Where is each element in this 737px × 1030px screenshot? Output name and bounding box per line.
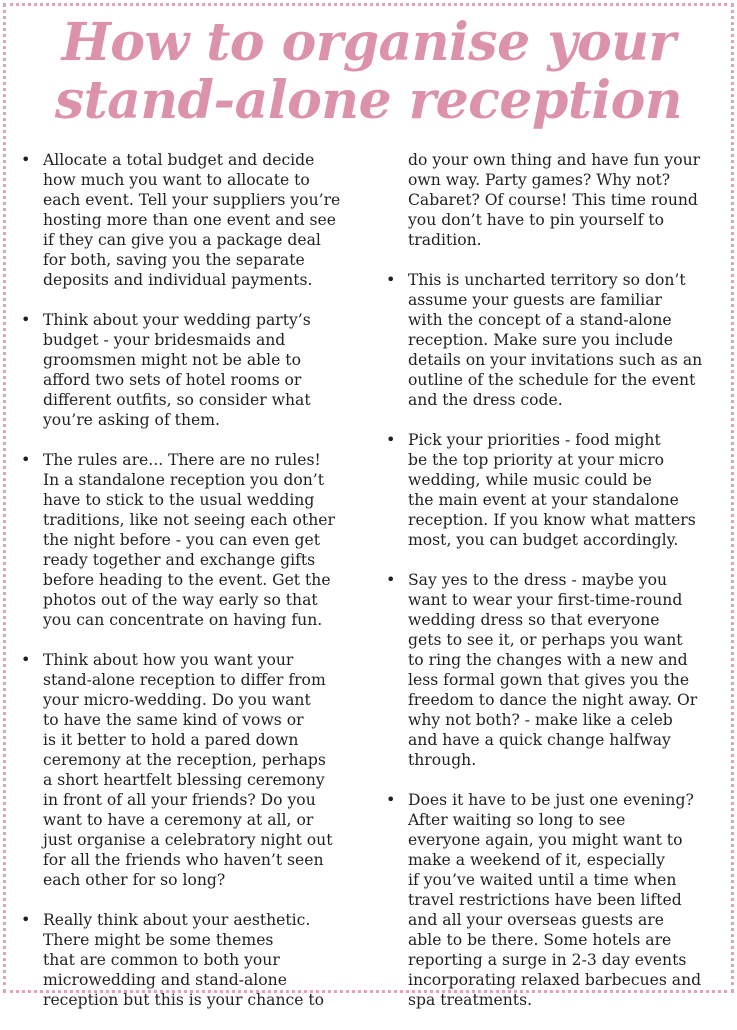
text-line: how much you want to allocate to: [43, 171, 310, 189]
text-line: before heading to the event. Get the: [43, 571, 331, 589]
text-line: with the concept of a stand-alone: [408, 311, 672, 329]
text-line: for all the friends who haven’t seen: [43, 851, 324, 869]
text-line: wedding dress so that everyone: [408, 611, 660, 629]
text-line: to ring the changes with a new and: [408, 651, 688, 669]
text-line: for both, saving you the separate: [43, 251, 305, 269]
text-line: budget - your bridesmaids and: [43, 331, 286, 349]
text-line: There might be some themes: [43, 931, 274, 949]
right-column: [383, 150, 719, 1030]
text-line: the night before - you can even get: [43, 531, 320, 549]
text-line: • This is uncharted territory so don’t: [408, 271, 686, 289]
page-title: [0, 14, 737, 130]
text-line: tradition.: [408, 231, 482, 249]
text-line: deposits and individual payments.: [43, 271, 313, 289]
text-line: you don’t have to pin yourself to: [408, 211, 665, 229]
text-line: have to stick to the usual wedding: [43, 491, 315, 509]
text-line: • Say yes to the dress - maybe you: [408, 571, 668, 589]
bullet-item-wedding-party: [18, 310, 364, 430]
text-line: most, you can budget accordingly.: [408, 531, 679, 549]
text-line: reporting a surge in 2-3 day events: [408, 951, 687, 969]
text-line: • Think about how you want your: [43, 651, 294, 669]
text-line: want to have a ceremony at all, or: [43, 811, 314, 829]
text-line: • Allocate a total budget and decide: [43, 151, 315, 169]
text-line: details on your invitations such as an: [408, 351, 703, 369]
text-line: • The rules are... There are no rules!: [43, 451, 321, 469]
text-line: do your own thing and have fun your: [408, 151, 701, 169]
bullet-item-aesthetic: [18, 910, 364, 1010]
text-line: if they can give you a package deal: [43, 231, 321, 249]
left-column: [18, 150, 364, 1030]
text-line: just organise a celebratory night out: [43, 831, 333, 849]
text-line: you can concentrate on having fun.: [43, 611, 323, 629]
bullet-item-aesthetic-continued: [383, 150, 719, 250]
text-line: ready together and exchange gifts: [43, 551, 316, 569]
text-line: microwedding and stand-alone: [43, 971, 287, 989]
text-line: to have the same kind of vows or: [43, 711, 304, 729]
text-line: • Does it have to be just one evening?: [408, 791, 694, 809]
bullet-item-budget: [18, 150, 364, 290]
bullet-item-one-evening: [383, 790, 719, 1010]
text-line: each event. Tell your suppliers you’re: [43, 191, 341, 209]
text-line: the main event at your standalone: [408, 491, 679, 509]
text-line: reception but this is your chance to: [43, 991, 325, 1009]
text-line: gets to see it, or perhaps you want: [408, 631, 683, 649]
bullet-item-priorities: [383, 430, 719, 550]
text-line: reception. If you know what matters: [408, 511, 696, 529]
text-line: in front of all your friends? Do you: [43, 791, 316, 809]
text-line: travel restrictions have been lifted: [408, 891, 682, 909]
text-line: everyone again, you might want to: [408, 831, 683, 849]
text-line: • Pick your priorities - food might: [408, 431, 661, 449]
text-line: and all your overseas guests are: [408, 911, 664, 929]
text-line: outline of the schedule for the event: [408, 371, 696, 389]
title-line: stand-alone reception: [54, 70, 683, 131]
text-line: your micro-wedding. Do you want: [43, 691, 311, 709]
text-line: want to wear your first-time-round: [408, 591, 683, 609]
text-line: reception. Make sure you include: [408, 331, 674, 349]
text-line: less formal gown that gives you the: [408, 671, 690, 689]
text-line: • Think about your wedding party’s: [43, 311, 311, 329]
text-line: stand-alone reception to differ from: [43, 671, 326, 689]
article-body: [0, 150, 737, 1009]
bullet-item-dress: [383, 570, 719, 770]
text-line: Cabaret? Of course! This time round: [408, 191, 698, 209]
title-line: How to organise your: [61, 12, 676, 73]
text-line: ceremony at the reception, perhaps: [43, 751, 326, 769]
text-line: able to be there. Some hotels are: [408, 931, 672, 949]
text-line: each other for so long?: [43, 871, 226, 889]
text-line: afford two sets of hotel rooms or: [43, 371, 302, 389]
text-line: and have a quick change halfway: [408, 731, 671, 749]
bullet-item-rules: [18, 450, 364, 630]
text-line: assume your guests are familiar: [408, 291, 662, 309]
bullet-item-uncharted: [383, 270, 719, 410]
text-line: different outfits, so consider what: [43, 391, 311, 409]
text-line: that are common to both your: [43, 951, 280, 969]
text-line: spa treatments.: [408, 991, 533, 1009]
text-line: incorporating relaxed barbecues and: [408, 971, 702, 989]
text-line: a short heartfelt blessing ceremony: [43, 771, 325, 789]
text-line: if you’ve waited until a time when: [408, 871, 677, 889]
text-line: own way. Party games? Why not?: [408, 171, 671, 189]
text-line: traditions, like not seeing each other: [43, 511, 335, 529]
text-line: why not both? - make like a celeb: [408, 711, 673, 729]
text-line: make a weekend of it, especially: [408, 851, 665, 869]
text-line: • Really think about your aesthetic.: [43, 911, 311, 929]
text-line: groomsmen might not be able to: [43, 351, 301, 369]
text-line: In a standalone reception you don’t: [43, 471, 325, 489]
text-line: be the top priority at your micro: [408, 451, 665, 469]
text-line: freedom to dance the night away. Or: [408, 691, 698, 709]
text-line: After waiting so long to see: [408, 811, 626, 829]
text-line: you’re asking of them.: [43, 411, 220, 429]
text-line: wedding, while music could be: [408, 471, 652, 489]
text-line: hosting more than one event and see: [43, 211, 336, 229]
text-line: photos out of the way early so that: [43, 591, 318, 609]
text-line: through.: [408, 751, 477, 769]
text-line: is it better to hold a pared down: [43, 731, 299, 749]
text-line: and the dress code.: [408, 391, 563, 409]
bullet-item-differ: [18, 650, 364, 890]
